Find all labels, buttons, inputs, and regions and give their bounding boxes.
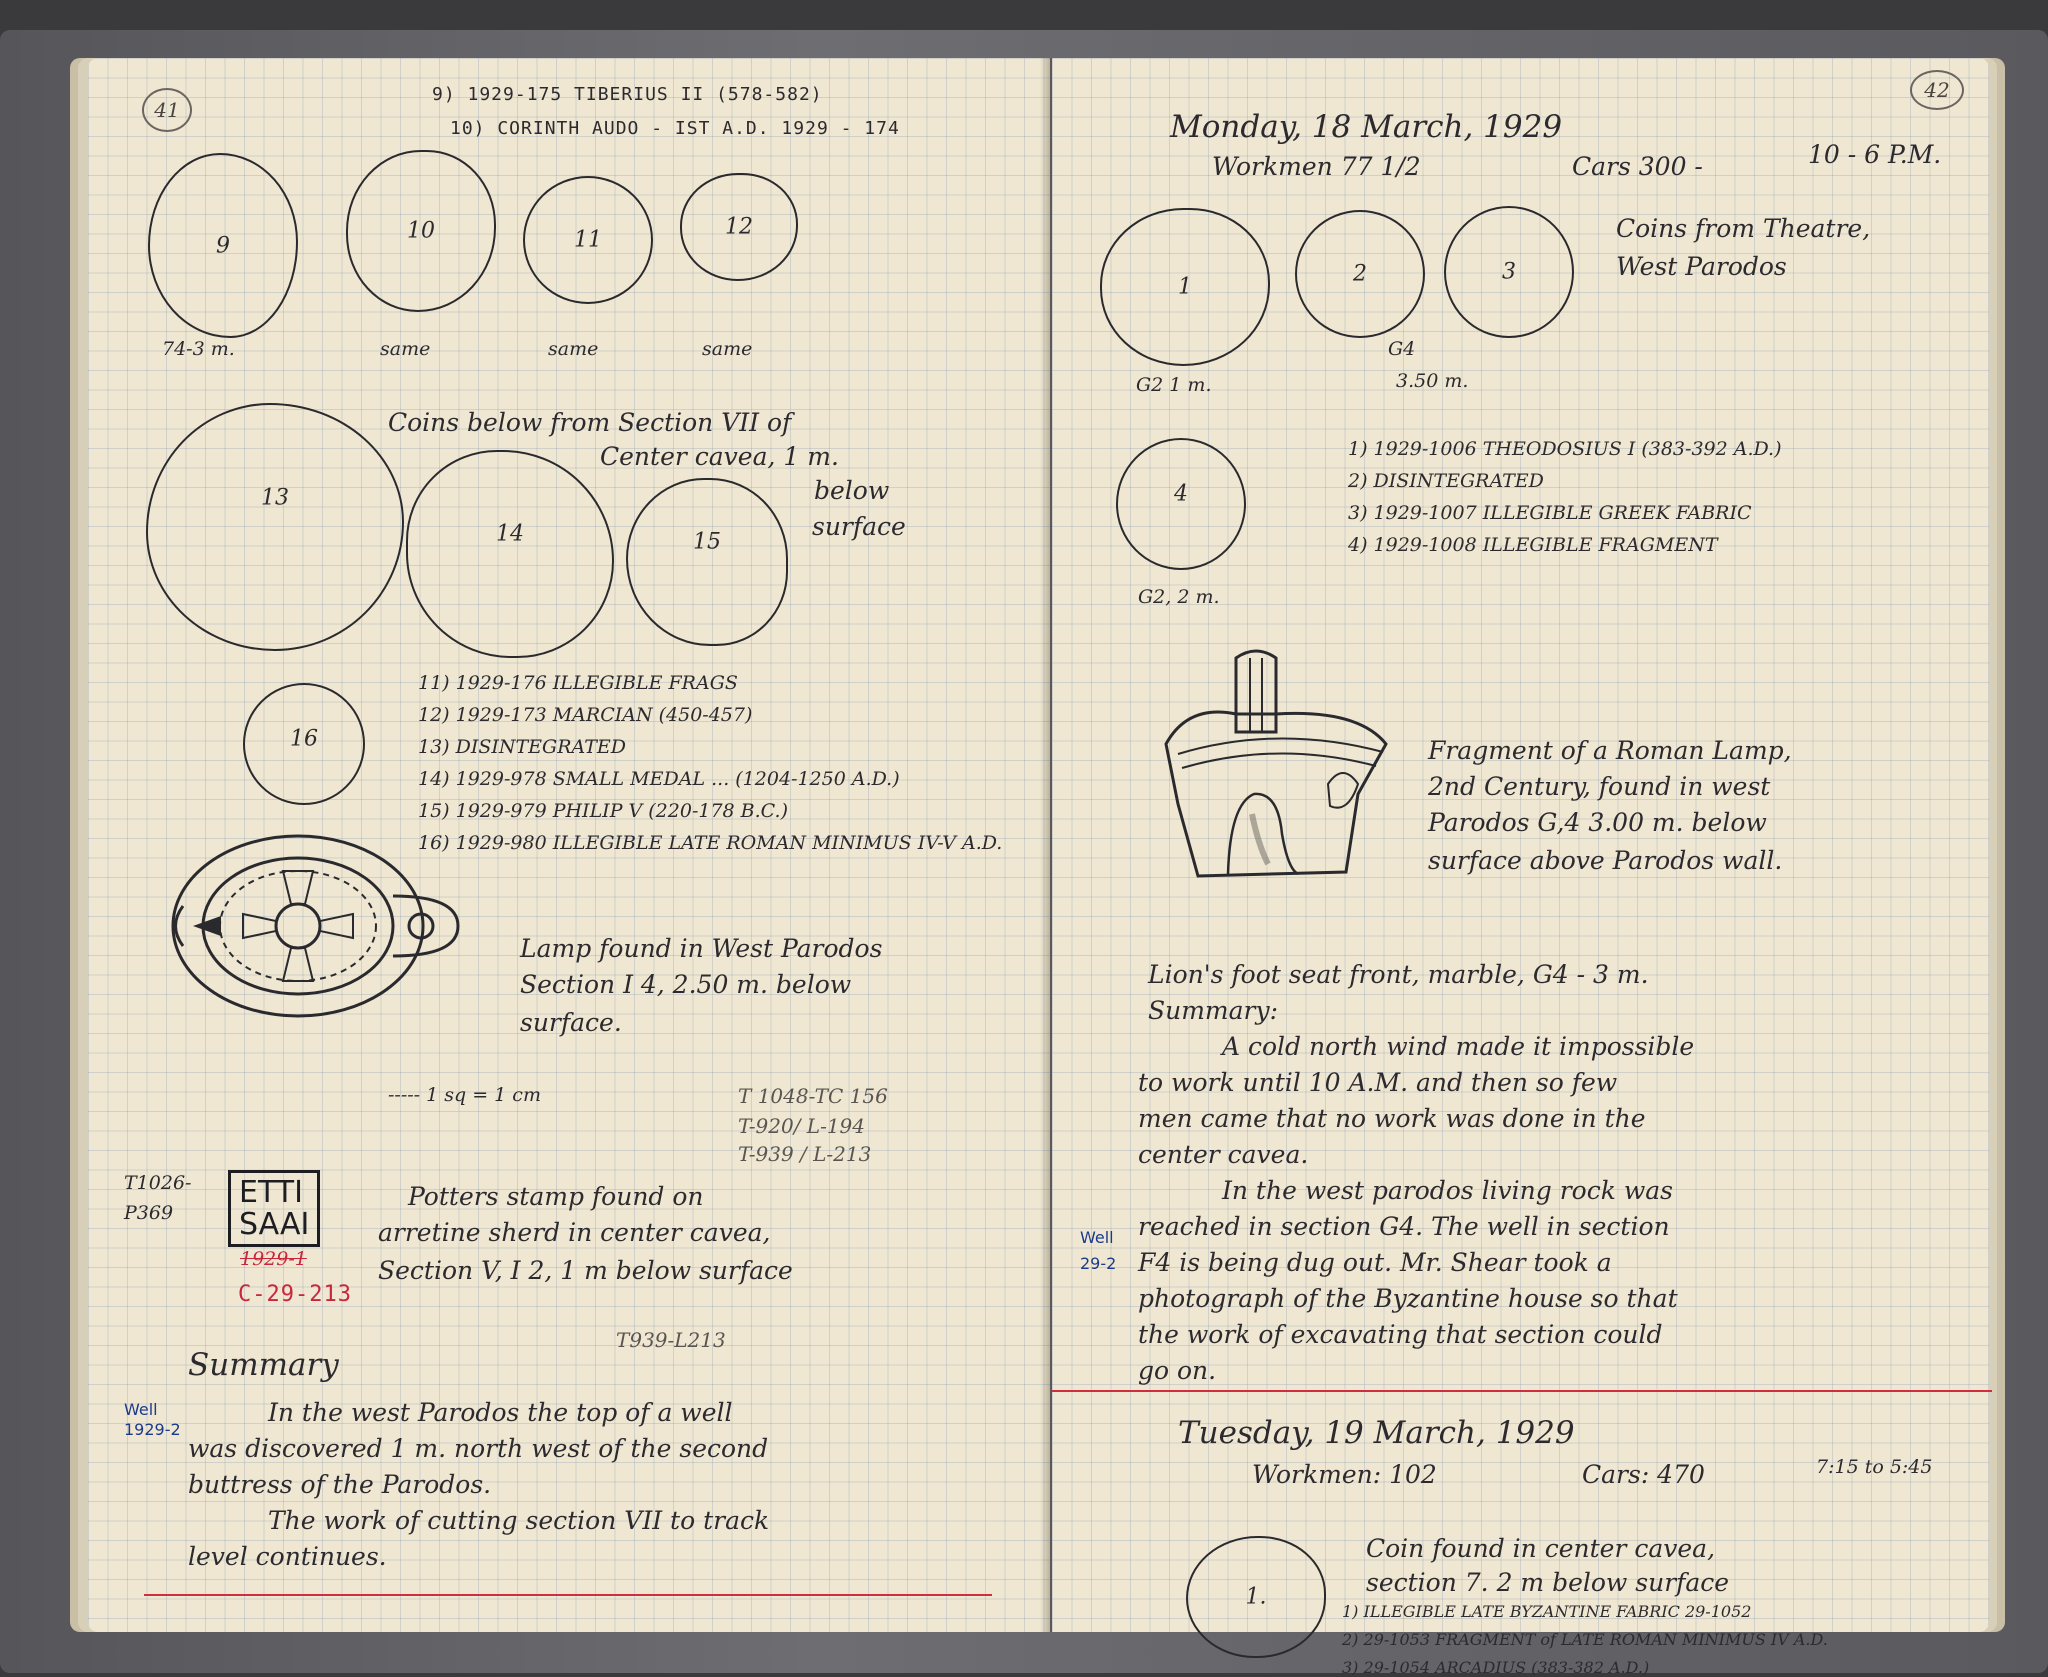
stamp-note: Potters stamp found on <box>408 1182 704 1211</box>
coin-drawing: 16 <box>243 683 365 805</box>
summary-line: A cold north wind made it impossible <box>1222 1032 1695 1061</box>
coin-drawing: 10 <box>346 150 496 312</box>
entry-date: Monday, 18 March, 1929 <box>1170 109 1563 145</box>
summary-line: The work of cutting section VII to track <box>268 1506 770 1535</box>
catalog-ref: T-939 / L-213 <box>738 1142 872 1166</box>
cars-count: Cars 300 - <box>1572 152 1703 181</box>
summary-line: level continues. <box>188 1542 387 1571</box>
coin-list-item: 1) 1929-1006 THEODOSIUS I (383-392 A.D.) <box>1348 438 1782 460</box>
coin-list-item: 16) 1929-980 ILLEGIBLE LATE ROMAN MINIMUS IV-V A.D. <box>418 832 1003 854</box>
stamp-note: Section V, I 2, 1 m below surface <box>378 1256 793 1285</box>
museum-ref: C-29-213 <box>238 1282 352 1307</box>
margin-note: Well <box>1080 1228 1114 1247</box>
summary-line: In the west parodos living rock was <box>1222 1176 1673 1205</box>
catalog-ref: T-920/ L-194 <box>738 1114 866 1138</box>
coin-caption: G4 <box>1388 338 1416 360</box>
stamp-line: ETTI <box>239 1175 303 1210</box>
cars-count: Cars: 470 <box>1582 1460 1705 1489</box>
work-hours: 10 - 6 P.M. <box>1808 140 1942 169</box>
lamp-note: Fragment of a Roman Lamp, <box>1428 736 1792 765</box>
coin-list-item: 12) 1929-173 MARCIAN (450-457) <box>418 704 753 726</box>
margin-note: 1929-2 <box>124 1420 181 1439</box>
lamp-note: surface. <box>520 1008 622 1037</box>
coins-note: surface <box>812 512 906 541</box>
stamp-side-ref: T1026- <box>124 1172 192 1194</box>
coin-list-item: 4) 1929-1008 ILLEGIBLE FRAGMENT <box>1348 534 1718 556</box>
coins-note: Coins below from Section VII of <box>388 408 792 437</box>
header-line: 9) 1929-175 TIBERIUS II (578-582) <box>432 84 823 105</box>
struck-ref: 1929-1 <box>240 1248 307 1270</box>
coin-drawing: 11 <box>523 176 653 304</box>
coin-note: Coin found in center cavea, <box>1366 1534 1716 1563</box>
coin-caption: G2 1 m. <box>1136 374 1212 396</box>
lamp-drawing <box>163 826 463 1026</box>
header-line: 10) CORINTH AUDO - IST A.D. 1929 - 174 <box>450 118 900 139</box>
lamp-note: Section I 4, 2.50 m. below <box>520 970 852 999</box>
summary-line: center cavea. <box>1138 1140 1309 1169</box>
coin-note: section 7. 2 m below surface <box>1366 1568 1730 1597</box>
summary-title: Summary <box>188 1347 339 1383</box>
summary-line: In the west Parodos the top of a well <box>268 1398 733 1427</box>
coin-list-item: 1) ILLEGIBLE LATE BYZANTINE FABRIC 29-1052 <box>1342 1602 1752 1621</box>
coin-caption: same <box>702 338 753 360</box>
coins-note: Center cavea, 1 m. <box>600 442 839 471</box>
stamp-side-ref: P369 <box>124 1202 174 1224</box>
page-number: 42 <box>1910 70 1964 110</box>
stamp-ref: T939-L213 <box>616 1328 726 1352</box>
coin-drawing: 12 <box>680 173 798 281</box>
coin-caption: G2, 2 m. <box>1138 586 1220 608</box>
summary-line: F4 is being dug out. Mr. Shear took a <box>1138 1248 1612 1277</box>
summary-line: reached in section G4. The well in section <box>1138 1212 1670 1241</box>
scale-label: 1 sq = 1 cm <box>426 1084 541 1106</box>
coin-caption: same <box>380 338 431 360</box>
end-of-day-rule <box>1052 1390 1992 1392</box>
coins-note: Coins from Theatre, <box>1616 214 1871 243</box>
coin-list-item: 2) 29-1053 FRAGMENT of LATE ROMAN MINIMUS IV A.D. <box>1342 1630 1828 1649</box>
summary-line: buttress of the Parodos. <box>188 1470 492 1499</box>
summary-line: was discovered 1 m. north west of the second <box>188 1434 769 1463</box>
coin-drawing: 1. <box>1186 1536 1326 1658</box>
coin-list-item: 15) 1929-979 PHILIP V (220-178 B.C.) <box>418 800 788 822</box>
coin-list-item: 3) 29-1054 ARCADIUS (383-382 A.D.) <box>1342 1658 1650 1677</box>
summary-line: the work of excavating that section could <box>1138 1320 1663 1349</box>
coin-drawing: 15 <box>626 478 788 646</box>
lamp-note: Parodos G,4 3.00 m. below <box>1428 808 1767 837</box>
coin-drawing: 2 <box>1295 210 1425 338</box>
catalog-ref: T 1048-TC 156 <box>738 1084 888 1108</box>
margin-note: Well <box>124 1400 158 1419</box>
coin-list-item: 11) 1929-176 ILLEGIBLE FRAGS <box>418 672 738 694</box>
coin-drawing: 13 <box>146 403 404 651</box>
summary-line: photograph of the Byzantine house so that <box>1138 1284 1678 1313</box>
scale-note: ----- 1 sq = 1 cm <box>388 1084 541 1106</box>
entry-date: Tuesday, 19 March, 1929 <box>1178 1415 1575 1451</box>
coin-drawing: 4 <box>1116 438 1246 570</box>
left-page <box>88 58 1050 1632</box>
page-number: 41 <box>142 88 192 132</box>
summary-title: Summary: <box>1148 996 1279 1025</box>
summary-line: to work until 10 A.M. and then so few <box>1138 1068 1618 1097</box>
margin-note: 29-2 <box>1080 1254 1117 1273</box>
summary-line: men came that no work was done in the <box>1138 1104 1646 1133</box>
coin-list-item: 13) DISINTEGRATED <box>418 736 626 758</box>
coin-list-item: 3) 1929-1007 ILLEGIBLE GREEK FABRIC <box>1348 502 1752 524</box>
lamp-note: Lamp found in West Parodos <box>520 934 883 963</box>
coin-caption: 3.50 m. <box>1396 370 1469 392</box>
coins-note: below <box>814 476 890 505</box>
lamp-note: surface above Parodos wall. <box>1428 846 1783 875</box>
coin-drawing: 3 <box>1444 206 1574 338</box>
lion-note: Lion's foot seat front, marble, G4 - 3 m. <box>1148 960 1649 989</box>
summary-line: go on. <box>1138 1356 1217 1385</box>
coin-caption: 74-3 m. <box>162 338 235 360</box>
workmen-count: Workmen 77 1/2 <box>1212 152 1421 181</box>
coin-drawing: 1 <box>1100 208 1270 366</box>
coin-list-item: 2) DISINTEGRATED <box>1348 470 1544 492</box>
coin-list-item: 14) 1929-978 SMALL MEDAL ... (1204-1250 A.D.) <box>418 768 900 790</box>
stamp-note: arretine sherd in center cavea, <box>378 1218 771 1247</box>
stamp-line: SAAI <box>239 1206 310 1242</box>
coin-drawing: 14 <box>406 450 614 658</box>
potters-stamp <box>228 1170 320 1247</box>
workmen-count: Workmen: 102 <box>1252 1460 1437 1489</box>
lamp-fragment-drawing <box>1158 644 1408 884</box>
lamp-note: 2nd Century, found in west <box>1428 772 1771 801</box>
end-of-day-rule <box>144 1594 992 1596</box>
right-page <box>1052 58 1989 1677</box>
coin-drawing: 9 <box>148 153 298 338</box>
work-hours: 7:15 to 5:45 <box>1816 1456 1933 1478</box>
coin-caption: same <box>548 338 599 360</box>
coins-note: West Parodos <box>1616 252 1787 281</box>
